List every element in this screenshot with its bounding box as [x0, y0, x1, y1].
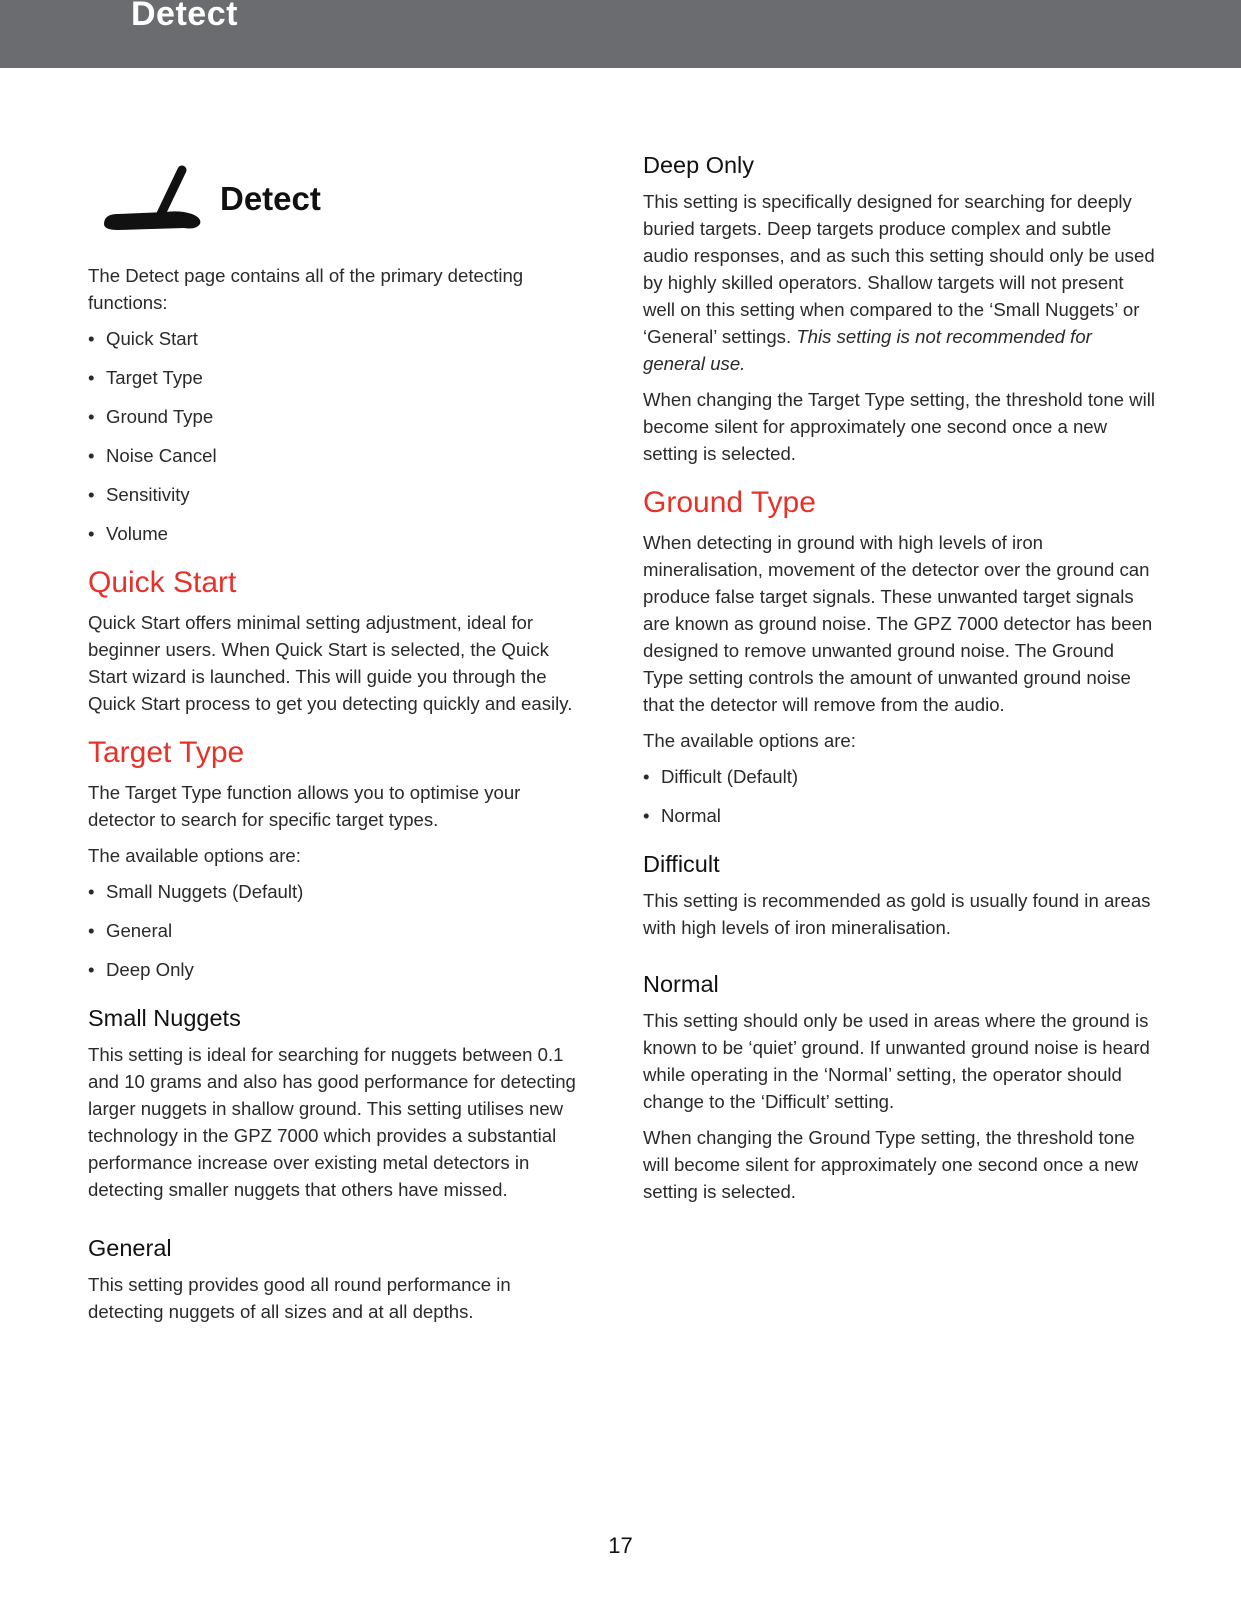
right-column [643, 150, 1155, 1214]
function-list [88, 325, 580, 547]
list-item: • Difficult (Default) [643, 763, 1155, 790]
quick-start-body: Quick Start offers minimal setting adjustment, ideal for beginner users. When Quick Start is selected, the Quick Start wizard is launched. This will guide you through the Quick Start process to get you detecting quickly and easily. [88, 612, 573, 714]
left-column [88, 150, 580, 1334]
page-number: 17 [608, 1533, 633, 1558]
small-nuggets-body: This setting is ideal for searching for nuggets between 0.1 and 10 grams and also has good performance for detecting larger nuggets in shallow ground. This setting utilises new technology in the GPZ 7000 which provides a substantial performance increase over existing metal detectors in detecting smaller nuggets that others have missed. [88, 1044, 576, 1200]
ground-type-body: When detecting in ground with high levels of iron mineralisation, movement of the detector over the ground can produce false target signals. These unwanted target signals are known as ground noise. The GPZ 7000 detector has been designed to remove unwanted ground noise. The Ground Type setting controls the amount of unwanted ground noise that the detector will remove from the audio. [643, 532, 1153, 715]
deep-only-warning: This setting is not recommended for general use. [643, 326, 1092, 374]
general-body: This setting provides good all round performance in detecting nuggets of all sizes and at all depths. [88, 1274, 511, 1322]
difficult-heading: Difficult [643, 851, 720, 877]
target-type-note: When changing the Target Type setting, the threshold tone will become silent for approximately one second once a new setting is selected. [643, 389, 1155, 464]
general-heading: General [88, 1235, 172, 1261]
difficult-body: This setting is recommended as gold is usually found in areas with high levels of iron mineralisation. [643, 890, 1151, 938]
list-item: • Sensitivity [88, 481, 580, 508]
page-banner [0, 0, 1241, 68]
target-type-options [88, 878, 580, 983]
deep-only-text: This setting is specifically designed for searching for deeply buried targets. Deep targets produce complex and subtle audio responses, and as such this setting should only be used by highly skilled operators. Shallow targets will not present well on this setting when compared to the ‘Small Nuggets’ or ‘General’ settings. [643, 191, 1155, 347]
list-item: • Deep Only [88, 956, 580, 983]
small-nuggets-heading: Small Nuggets [88, 1005, 241, 1031]
normal-heading: Normal [643, 971, 719, 997]
detector-coil-icon [96, 164, 208, 234]
deep-only-heading: Deep Only [643, 152, 755, 178]
list-item: • Volume [88, 520, 580, 547]
section-header [88, 164, 580, 234]
ground-type-options [643, 763, 1155, 829]
ground-type-note: When changing the Ground Type setting, the threshold tone will become silent for approximately one second once a new setting is selected. [643, 1127, 1139, 1202]
quick-start-heading: Quick Start [88, 566, 237, 599]
list-item: • Ground Type [88, 403, 580, 430]
deep-only-body [643, 188, 1155, 377]
target-type-heading: Target Type [88, 736, 245, 769]
list-item: • Noise Cancel [88, 442, 580, 469]
target-type-options-intro: The available options are: [88, 845, 301, 866]
ground-type-options-intro: The available options are: [643, 730, 856, 751]
list-item: • Normal [643, 802, 1155, 829]
target-type-body: The Target Type function allows you to optimise your detector to search for specific target types. [88, 782, 521, 830]
list-item: • Target Type [88, 364, 580, 391]
list-item: • General [88, 917, 580, 944]
normal-body: This setting should only be used in areas where the ground is known to be ‘quiet’ ground. If unwanted ground noise is heard while operating in the ‘Normal’ setting, the operator should change to the ‘Difficult’ setting. [643, 1010, 1150, 1112]
ground-type-heading: Ground Type [643, 486, 816, 519]
list-item: • Small Nuggets (Default) [88, 878, 580, 905]
banner-title: Detect [131, 0, 238, 33]
intro-text: The Detect page contains all of the primary detecting functions: [88, 265, 524, 313]
section-title: Detect [220, 180, 321, 217]
list-item: • Quick Start [88, 325, 580, 352]
